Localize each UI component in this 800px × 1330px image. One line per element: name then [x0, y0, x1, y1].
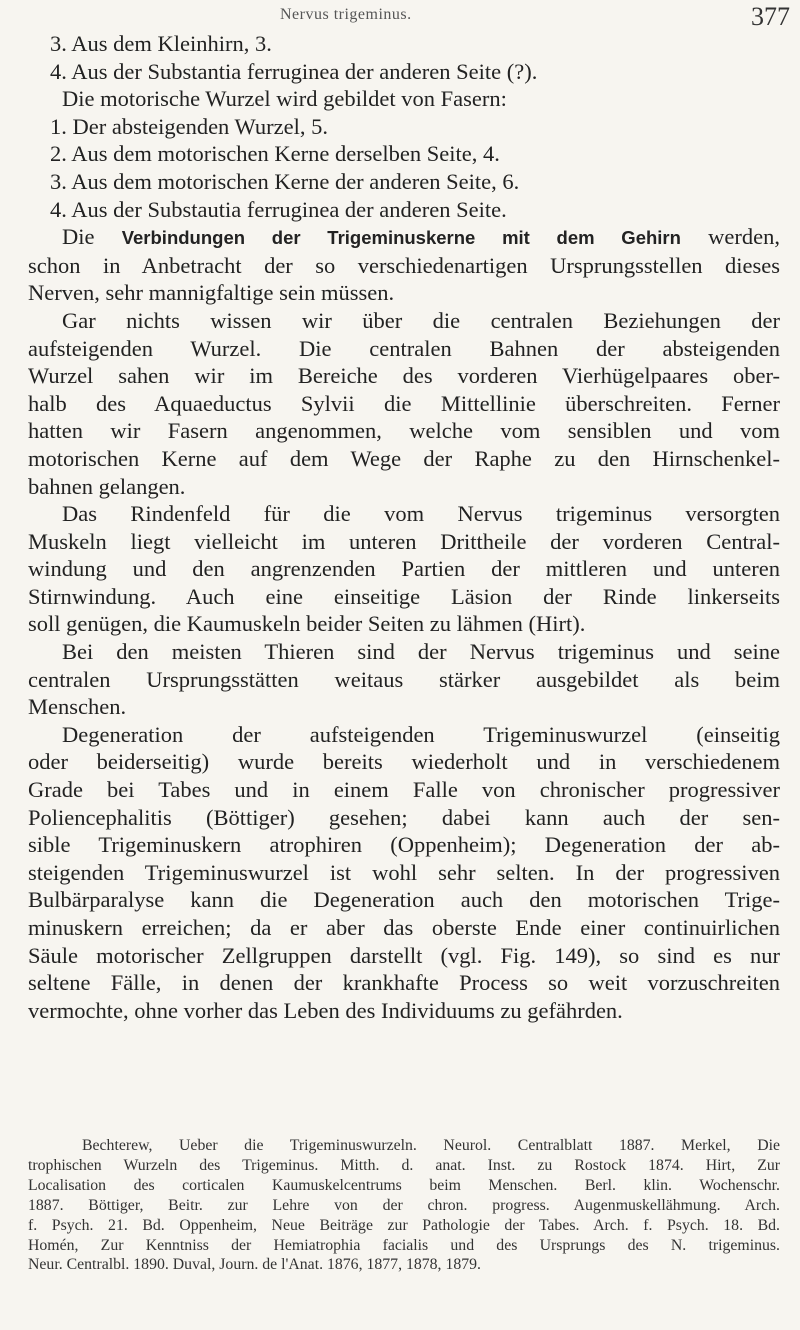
text-line: motorischen Kerne auf dem Wege der Raphe zu den Hirnschenkel- — [28, 445, 780, 471]
text-line: 3. Aus dem motorischen Kerne der anderen Seite, 6. — [50, 168, 520, 194]
text-line: steigenden Trigeminuswurzel ist wohl sehr selten. In der progressiven — [28, 859, 780, 885]
reference-line: Homén, Zur Kenntniss der Hemiatrophia facialis und des Ursprungs des N. trigeminus. — [28, 1236, 780, 1254]
text-line: 4. Aus der Substantia ferruginea der anderen Seite (?). — [50, 58, 538, 84]
text-line: Die motorische Wurzel wird gebildet von Fasern: — [62, 86, 507, 112]
text-line: minuskern erreichen; da er aber das oberste Ende einer continuirlichen — [28, 915, 780, 940]
text-line: Säule motorischer Zellgruppen darstellt (vgl. Fig. 149), so sind es nur — [28, 942, 780, 968]
text-line: centralen Ursprungsstätten weitaus stärker ausgebildet als beim — [28, 666, 780, 692]
page-header — [230, 2, 795, 32]
text-line: Nerven, sehr mannigfaltige sein müssen. — [28, 280, 395, 306]
text-line: hatten wir Fasern angenommen, welche vom sensiblen und vom — [28, 418, 780, 444]
text-line: Stirnwindung. Auch eine einseitige Läsion der Rinde linkerseits — [28, 583, 780, 609]
text-line: Die Verbindungen der Trigeminuskerne mit dem Gehirn werden, — [62, 224, 780, 250]
text-line: Poliencephalitis (Böttiger) gesehen; dabei kann auch der sen- — [28, 804, 780, 830]
page-number: 377 — [751, 2, 790, 31]
reference-line: trophischen Wurzeln des Trigeminus. Mitth. d. anat. Inst. zu Rostock 1874. Hirt, Zur — [28, 1156, 780, 1174]
text-line: halb des Aquaeductus Sylvii die Mittellinie überschreiten. Ferner — [28, 390, 780, 416]
text-line: 2. Aus dem motorischen Kerne derselben Seite, 4. — [50, 141, 500, 167]
text-line: Bei den meisten Thieren sind der Nervus trigeminus und seine — [62, 639, 780, 665]
text-line: aufsteigenden Wurzel. Die centralen Bahnen der absteigenden — [28, 335, 780, 361]
body-text — [28, 30, 780, 1024]
text-line: windung und den angrenzenden Partien der mittleren und unteren — [28, 556, 780, 582]
text-line: Das Rindenfeld für die vom Nervus trigeminus versorgten — [62, 501, 780, 527]
text-line: Degeneration der aufsteigenden Trigeminuswurzel (einseitig — [62, 721, 780, 747]
text-line: vermochte, ohne vorher das Leben des Individuums zu gefährden. — [28, 997, 623, 1023]
text-line: seltene Fälle, in denen der krankhafte Process so weit vorzuschreiten — [28, 970, 780, 996]
reference-line: Neur. Centralbl. 1890. Duval, Journ. de l'Anat. 1876, 1877, 1878, 1879. — [28, 1256, 482, 1274]
text-line: Menschen. — [28, 694, 127, 720]
text-line: schon in Anbetracht der so verschiedenartigen Ursprungsstellen dieses — [28, 252, 780, 278]
bold-heading-phrase: Verbindungen der Trigeminuskerne mit dem Gehirn — [121, 227, 681, 249]
reference-line: Localisation des corticalen Kaumuskelcentrums beim Menschen. Berl. klin. Wochenschr. — [28, 1176, 780, 1194]
text-line: sible Trigeminuskern atrophiren (Oppenheim); Degeneration der ab- — [28, 832, 780, 858]
text-line: Wurzel sahen wir im Bereiche des vorderen Vierhügelpaares ober- — [28, 363, 780, 389]
reference-line: f. Psych. 21. Bd. Oppenheim, Neue Beiträge zur Pathologie der Tabes. Arch. f. Psych. 18. Bd. — [28, 1216, 780, 1234]
text-line: Gar nichts wissen wir über die centralen Beziehungen der — [62, 307, 780, 333]
reference-line: 1887. Böttiger, Beitr. zur Lehre von der chron. progress. Augenmuskellähmung. Arch. — [28, 1196, 780, 1214]
text-line: soll genügen, die Kaumuskeln beider Seiten zu lähmen (Hirt). — [28, 611, 586, 637]
text-line: oder beiderseitig) wurde bereits wiederholt und in verschiedenem — [28, 749, 780, 775]
text-line: Grade bei Tabes und in einem Falle von chronischer progressiver — [28, 777, 780, 803]
text-line: bahnen gelangen. — [28, 473, 186, 499]
text-line: 1. Der absteigenden Wurzel, 5. — [50, 113, 328, 139]
text-line: 3. Aus dem Kleinhirn, 3. — [50, 31, 272, 56]
text-line: Muskeln liegt vielleicht im unteren Drittheile der vorderen Central- — [28, 528, 780, 554]
running-title: Nervus trigeminus. — [280, 6, 412, 23]
text-line: 4. Aus der Substautia ferruginea der anderen Seite. — [50, 196, 507, 222]
references — [28, 1136, 780, 1275]
reference-line: Bechterew, Ueber die Trigeminuswurzeln. Neurol. Centralblatt 1887. Merkel, Die — [82, 1137, 780, 1154]
text-line: Bulbärparalyse kann die Degeneration auch den motorischen Trige- — [28, 887, 780, 913]
